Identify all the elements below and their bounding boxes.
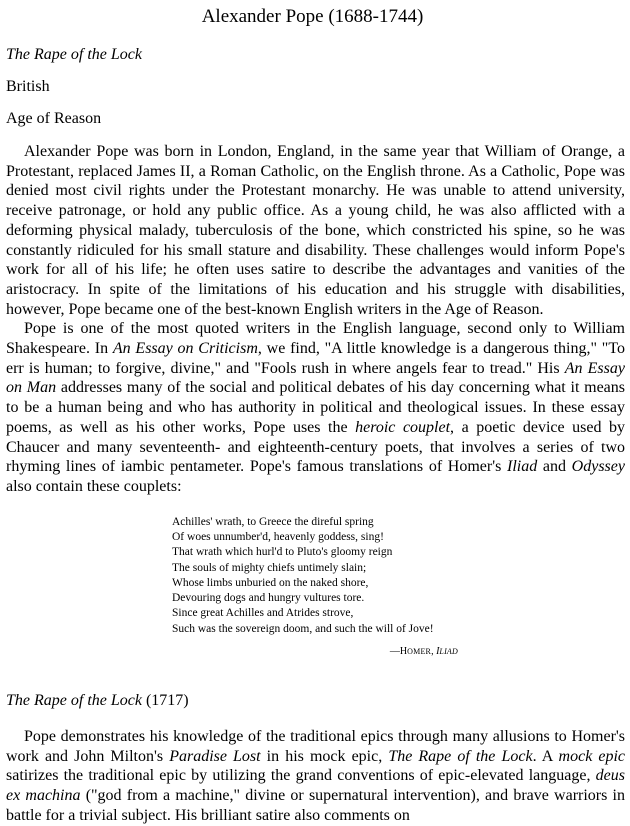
attribution-work-initial: I: [436, 646, 440, 658]
attribution-author-rest: OMER: [407, 647, 432, 657]
poem-line: Such was the sovereign doom, and such the will of Jove!: [172, 622, 434, 635]
essay-on-man-title: An Essay on Man: [6, 359, 625, 397]
text-run: addresses many of the social and political debates of his day concerning what it means to be a human being and who has authority in political and theological issues. In these essay poems, as well as his other works, Pope uses the: [6, 379, 626, 436]
nationality-label: British: [6, 78, 50, 95]
attribution-dash: —: [389, 646, 400, 658]
text-run: Pope demonstrates his knowledge of the traditional epics through many allusions to Homer's work and John Milton's: [6, 728, 625, 765]
paradise-lost-title: Paradise Lost: [169, 747, 261, 765]
section-heading-year: (1717): [141, 692, 189, 710]
odyssey-title: Odyssey: [571, 458, 625, 476]
text-run: satirizes the traditional epic by utilizing the grand conventions of epic-elevated language,: [6, 767, 596, 785]
rape-of-the-lock-title: The Rape of the Lock: [388, 747, 533, 765]
text-run: , a poetic device used by Chaucer and many seventeenth- and eighteenth-century poets, that involves a series of two rhyming lines of iambic pentameter. Pope's famous translations of Homer's: [6, 418, 626, 476]
document-page: [6, 0, 625, 826]
poem-line: Whose limbs unburied on the naked shore,: [172, 576, 369, 589]
page-title: Alexander Pope (1688-1744): [201, 6, 424, 27]
text-run: also contain these couplets:: [6, 477, 182, 495]
mock-epic-paragraph: [6, 727, 625, 826]
poem-line: That wrath which hurl'd to Pluto's gloomy reign: [172, 546, 393, 559]
attribution-author-initial: H: [399, 646, 408, 658]
poem-line: Of woes unnumber'd, heavenly goddess, sing!: [172, 530, 384, 543]
text-run: ("god from a machine," divine or supernatural intervention), and brave warriors in battle for a trivial subject. His brilliant satire also comments on: [6, 787, 625, 824]
poem-line: Achilles' wrath, to Greece the direful spring: [172, 515, 374, 528]
attribution-work-rest: LIAD: [439, 647, 458, 657]
text-run: , we find, "A little knowledge is a dangerous thing," "To err is human; to forgive, divine," and "Fools rush in where angels fear to tread." His: [6, 340, 625, 377]
section-heading-title: The Rape of the Lock: [6, 692, 142, 710]
heroic-couplet-term: heroic couplet: [355, 418, 451, 436]
section-heading: [6, 691, 625, 711]
text-run: . A: [532, 747, 559, 765]
text-run: Pope is one of the most quoted writers in the English language, second only to William Shakespeare. In: [6, 320, 625, 358]
text-run: and: [537, 458, 572, 476]
deus-ex-machina-term: deus ex machina: [6, 767, 625, 805]
work-title: The Rape of the Lock: [6, 46, 142, 63]
poem-line: The souls of mighty chiefs untimely slain;: [172, 561, 367, 574]
essay-on-criticism-title: An Essay on Criticism: [112, 340, 258, 358]
poem-line: Devouring dogs and hungry vultures tore.: [172, 592, 365, 605]
text-run: in his mock epic,: [260, 747, 389, 765]
poem-line: Since great Achilles and Atrides strove,: [172, 607, 354, 620]
poem-excerpt: [172, 515, 625, 637]
mock-epic-term: mock epic: [558, 747, 626, 765]
poem-attribution: [6, 645, 625, 659]
biography-paragraph: Alexander Pope was born in London, England, in the same year that William of Orange, a Protestant, replaced James II, a Roman Catholic, on the English throne. As a Catholic, Pope was denied most civil rights under the Protestant monarchy. He was unable to attend university, receive patronage, or hold any public office. As a young child, he was also afflicted with a deforming physical malady, tuberculosis of the bone, which constricted his spine, so he was constantly ridiculed for his small stature and disability. These challenges would inform Pope's work for all of his life; he often uses satire to describe the advantages and vanities of the aristocracy. In spite of the limitations of his education and his struggle with disabilities, however, Pope became one of the best-known English writers in the Age of Reason.: [6, 143, 625, 318]
period-label: Age of Reason: [6, 110, 102, 127]
attribution-separator: ,: [431, 646, 437, 658]
works-paragraph: [6, 319, 625, 496]
iliad-title: Iliad: [507, 458, 538, 476]
